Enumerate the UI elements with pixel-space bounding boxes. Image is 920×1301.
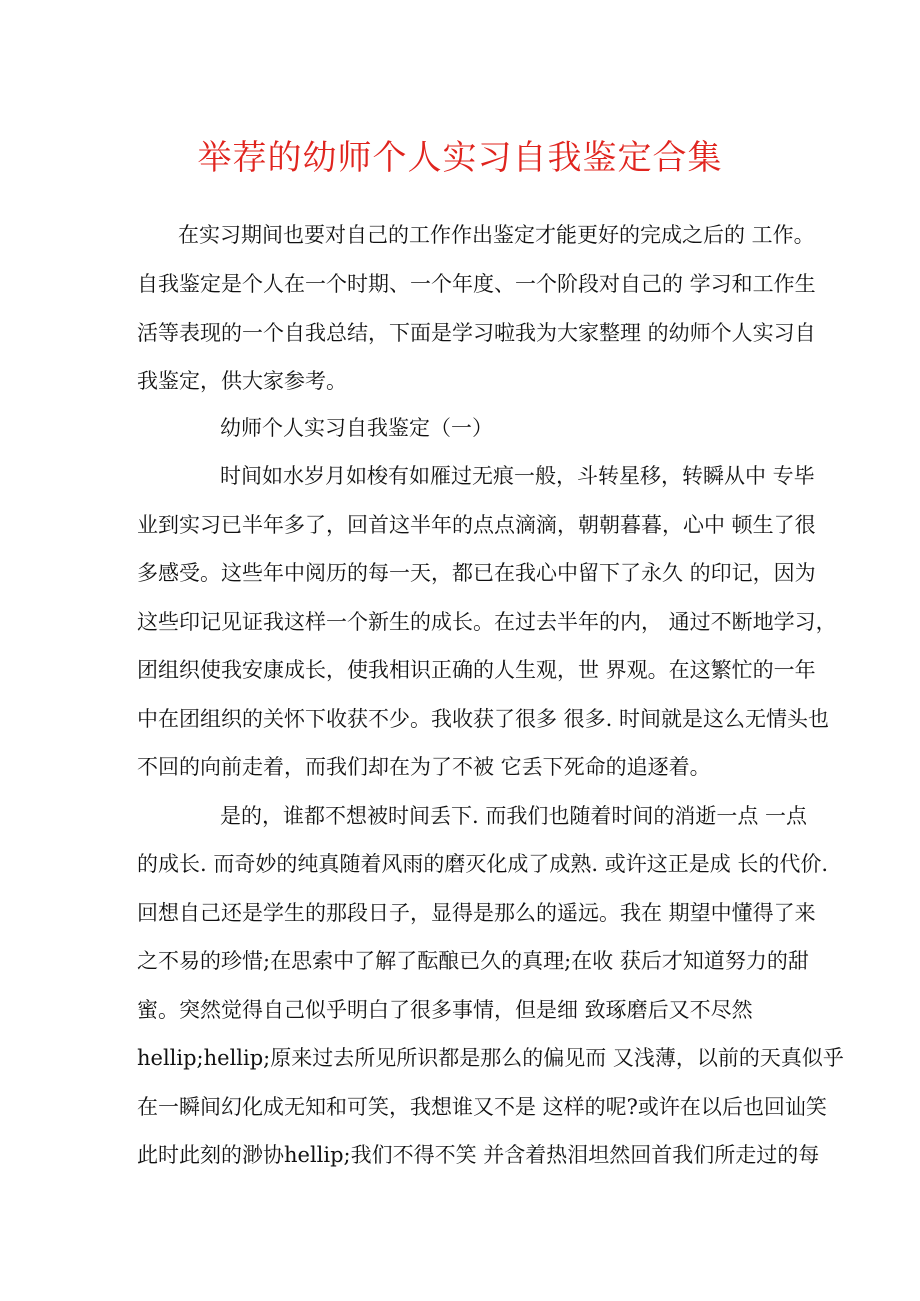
document-title: 举荐的幼师个人实习自我鉴定合集 — [197, 138, 723, 178]
paragraph-line: 之不易的珍惜;在思索中了解了酝酿已久的真理;在收 获后才知道努力的甜 — [137, 949, 809, 973]
paragraph-line: 此时此刻的渺协hellip;我们不得不笑 并含着热泪坦然回首我们所走过的每 — [137, 1143, 820, 1167]
intro-line: 自我鉴定是个人在一个时期、一个年度、一个阶段对自己的 学习和工作生 — [137, 272, 816, 296]
paragraph-line: 在一瞬间幻化成无知和可笑，我想谁又不是 这样的呢?或许在以后也回讪笑 — [137, 1095, 827, 1119]
paragraph-line: 这些印记见证我这样一个新生的成长。在过去半年的内， 通过不断地学习， — [137, 610, 837, 634]
paragraph-line: 时间如水岁月如梭有如雁过无痕一般，斗转星移，转瞬从中 专毕 — [220, 464, 815, 488]
paragraph-line: 不回的向前走着，而我们却在为了不被 它丢下死命的追逐着。 — [137, 755, 711, 779]
section-heading: 幼师个人实习自我鉴定（一） — [220, 416, 493, 440]
paragraph-line: 中在团组织的关怀下收获不少。我收获了很多 很多. 时间就是这么无情头也 — [137, 707, 830, 731]
intro-line: 在实习期间也要对自己的工作作出鉴定才能更好的完成之后的 工作。 — [178, 223, 815, 247]
paragraph-line: 回想自己还是学生的那段日子，显得是那么的遥远。我在 期望中懂得了来 — [137, 901, 816, 925]
paragraph-line: hellip;hellip;原来过去所见所识都是那么的偏见而 又浅薄，以前的天真似乎 — [137, 1046, 844, 1070]
intro-line: 活等表现的一个自我总结，下面是学习啦我为大家整理 的幼师个人实习自 — [137, 321, 816, 345]
paragraph-line: 业到实习已半年多了，回首这半年的点点滴滴，朝朝暮暮，心中 顿生了很 — [137, 513, 816, 537]
intro-line: 我鉴定，供大家参考。 — [137, 369, 347, 393]
paragraph-line: 的成长. 而奇妙的纯真随着风雨的磨灭化成了成熟. 或许这正是成 长的代价. — [137, 852, 829, 876]
paragraph-line: 多感受。这些年中阅历的每一天，都已在我心中留下了永久 的印记，因为 — [137, 561, 816, 585]
paragraph-line: 团组织使我安康成长，使我相识正确的人生观，世 界观。在这繁忙的一年 — [137, 658, 816, 682]
paragraph-line: 是的，谁都不想被时间丢下. 而我们也随着时间的消逝一点 一点 — [220, 804, 808, 828]
paragraph-line: 蜜。突然觉得自己似乎明白了很多事情，但是细 致琢磨后又不尽然 — [137, 998, 753, 1022]
